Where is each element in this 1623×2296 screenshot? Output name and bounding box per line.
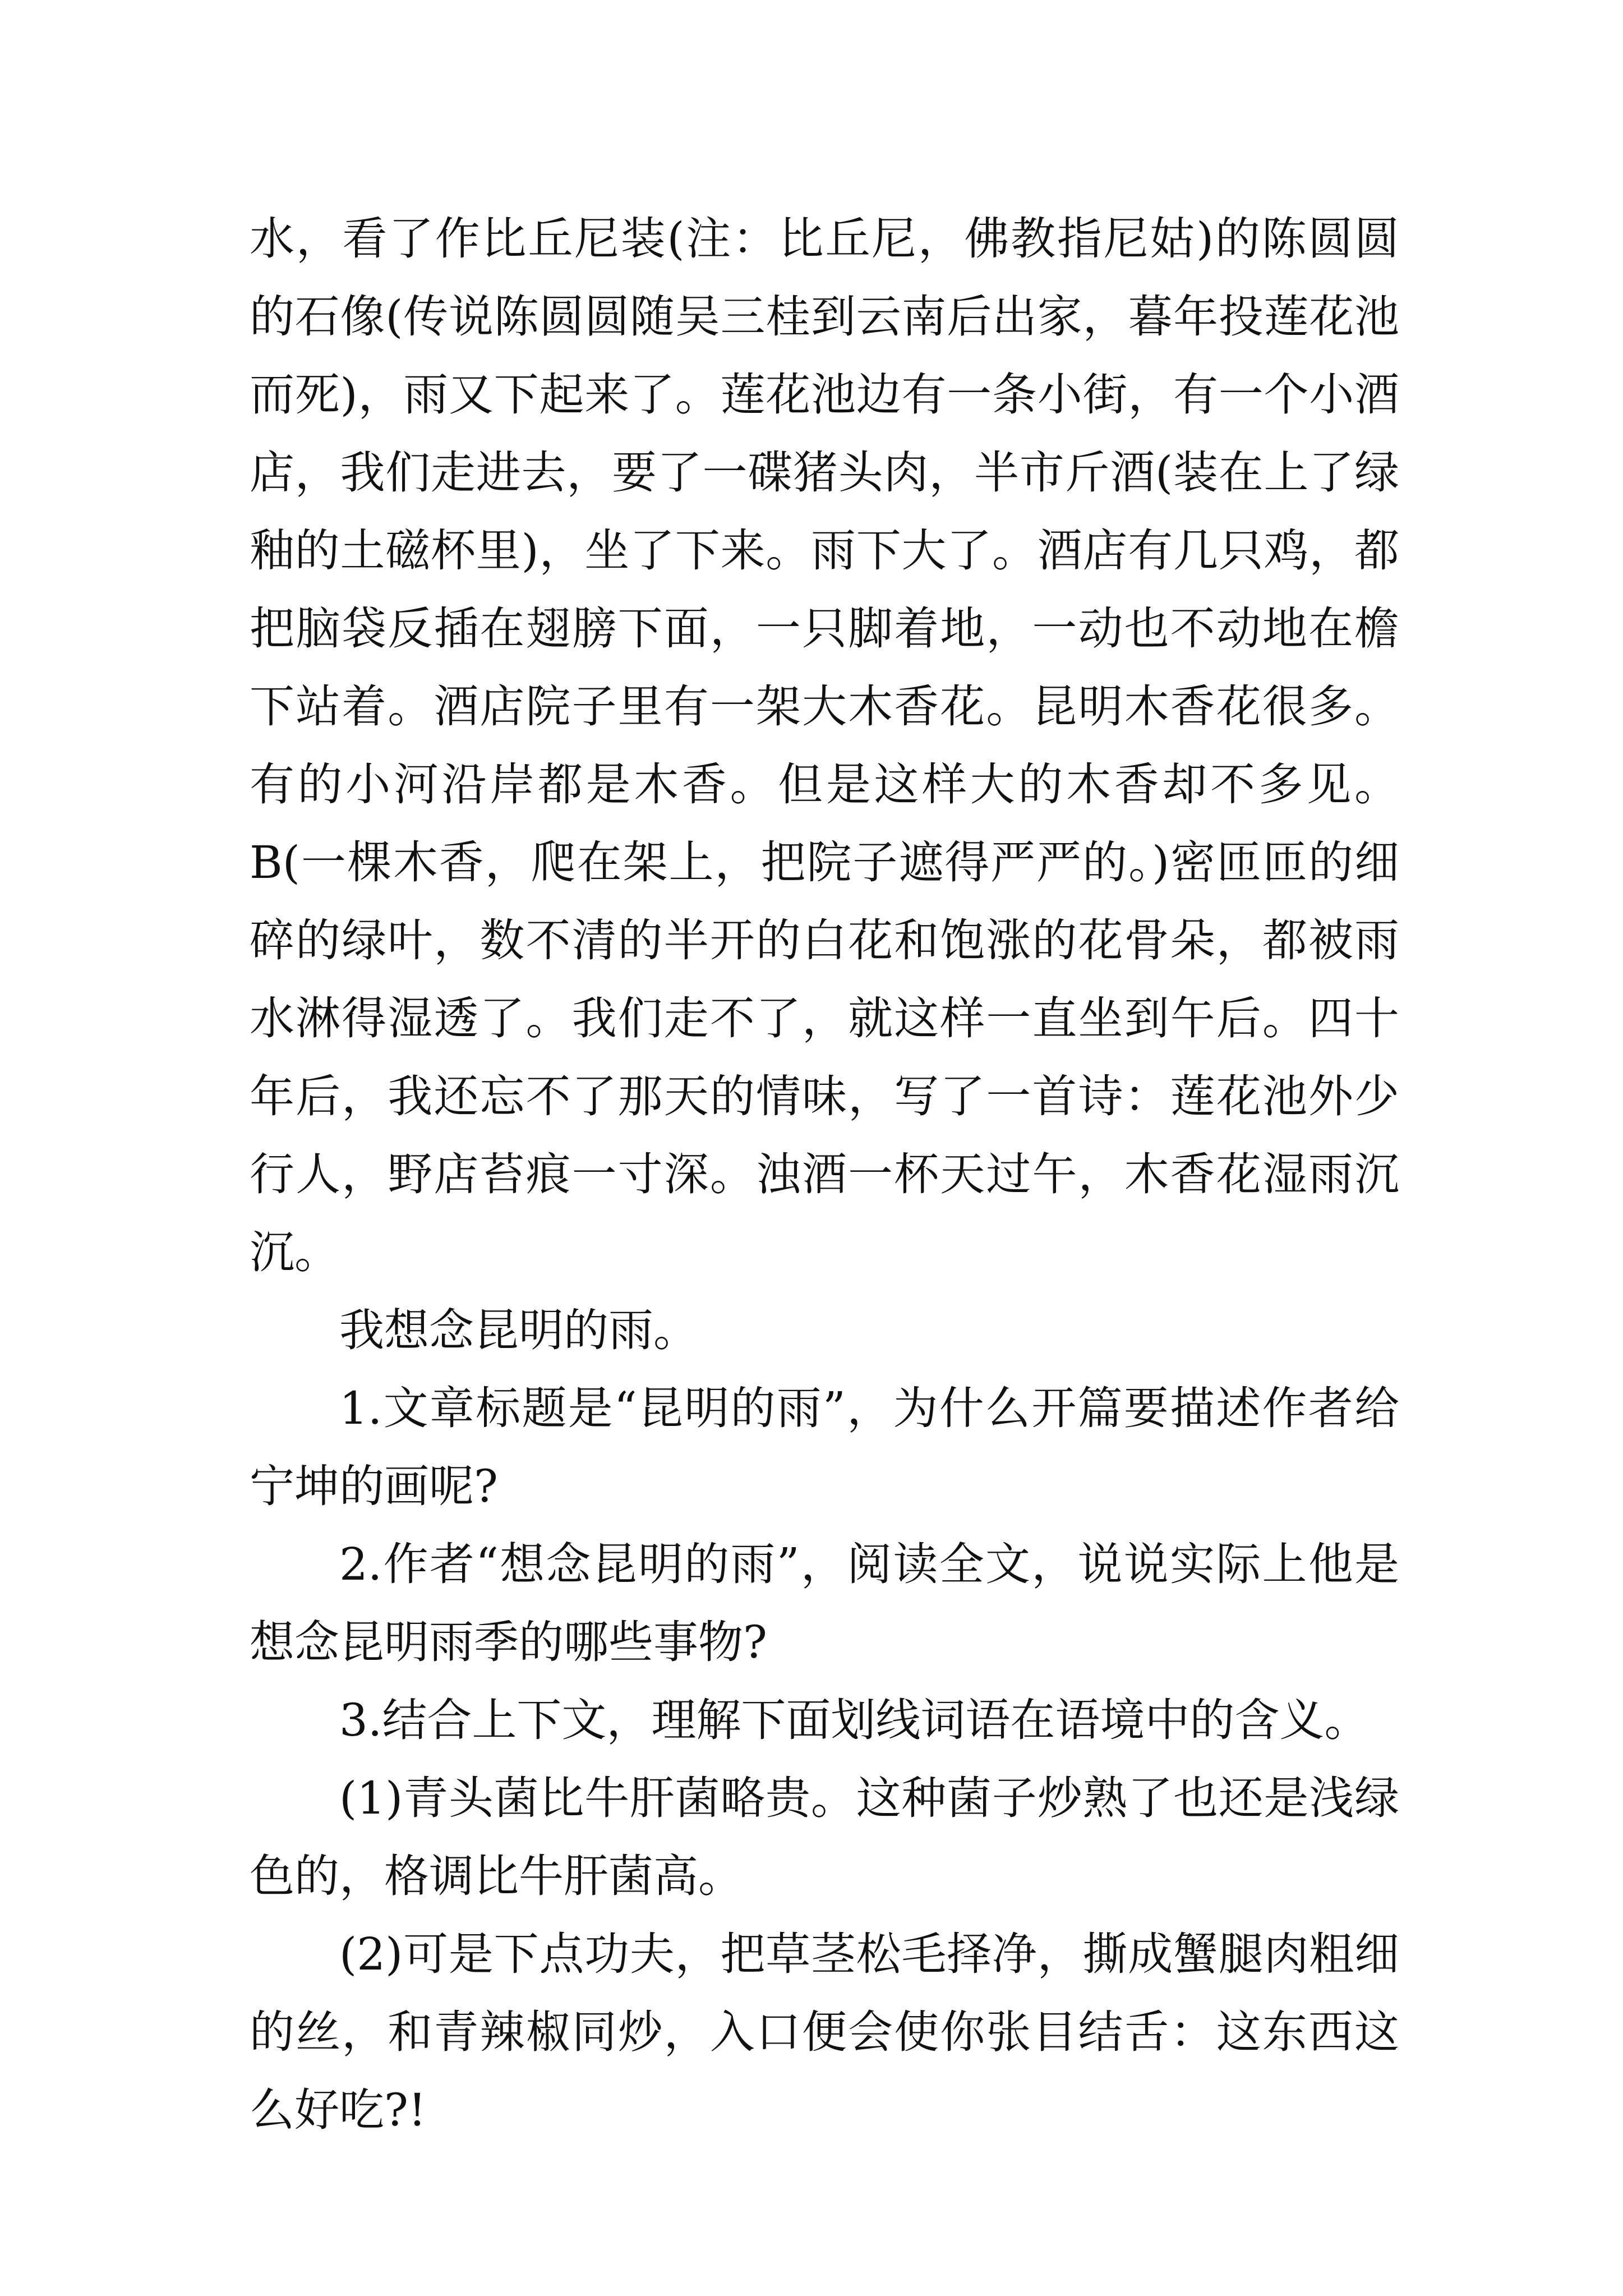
question-1: 1.文章标题是“昆明的雨”，为什么开篇要描述作者给宁坤的画呢?: [250, 1382, 1399, 1512]
question-3: 3.结合上下文，理解下面划线词语在语境中的含义。: [339, 1694, 1370, 1746]
document-body: [250, 200, 1399, 2149]
question-3-item-1: (1)青头菌比牛肝菌略贵。这种菌子炒熟了也还是浅绿色的，格调比牛肝菌高。: [250, 1772, 1399, 1902]
question-2: 2.作者“想念昆明的雨”，阅读全文，说说实际上他是想念昆明雨季的哪些事物?: [250, 1538, 1399, 1668]
paragraph-closing-line: 我想念昆明的雨。: [339, 1304, 698, 1356]
question-3-item-2: (2)可是下点功夫，把草茎松毛择净，撕成蟹腿肉粗细的丝，和青辣椒同炒，入口便会使你张目结舌：这东西这么好吃?!: [250, 1928, 1399, 2136]
paragraph-story-continuation: 水，看了作比丘尼装(注：比丘尼，佛教指尼姑)的陈圆圆的石像(传说陈圆圆随吴三桂到云南后出家，暮年投莲花池而死)，雨又下起来了。莲花池边有一条小街，有一个小酒店，我们走进去，要了一碟猪头肉，半市斤酒(装在上了绿釉的土磁杯里)，坐了下来。雨下大了。酒店有几只鸡，都把脑袋反插在翅膀下面，一只脚着地，一动也不动地在檐下站着。酒店院子里有一架大木香花。昆明木香花很多。有的小河沿岸都是木香。但是这样大的木香却不多见。B(一棵木香，爬在架上，把院子遮得严严的。)密匝匝的细碎的绿叶，数不清的半开的白花和饱涨的花骨朵，都被雨水淋得湿透了。我们走不了，就这样一直坐到午后。四十年后，我还忘不了那天的情味，写了一首诗：莲花池外少行人，野店苔痕一寸深。浊酒一杯天过午，木香花湿雨沉沉。: [250, 213, 1399, 1278]
